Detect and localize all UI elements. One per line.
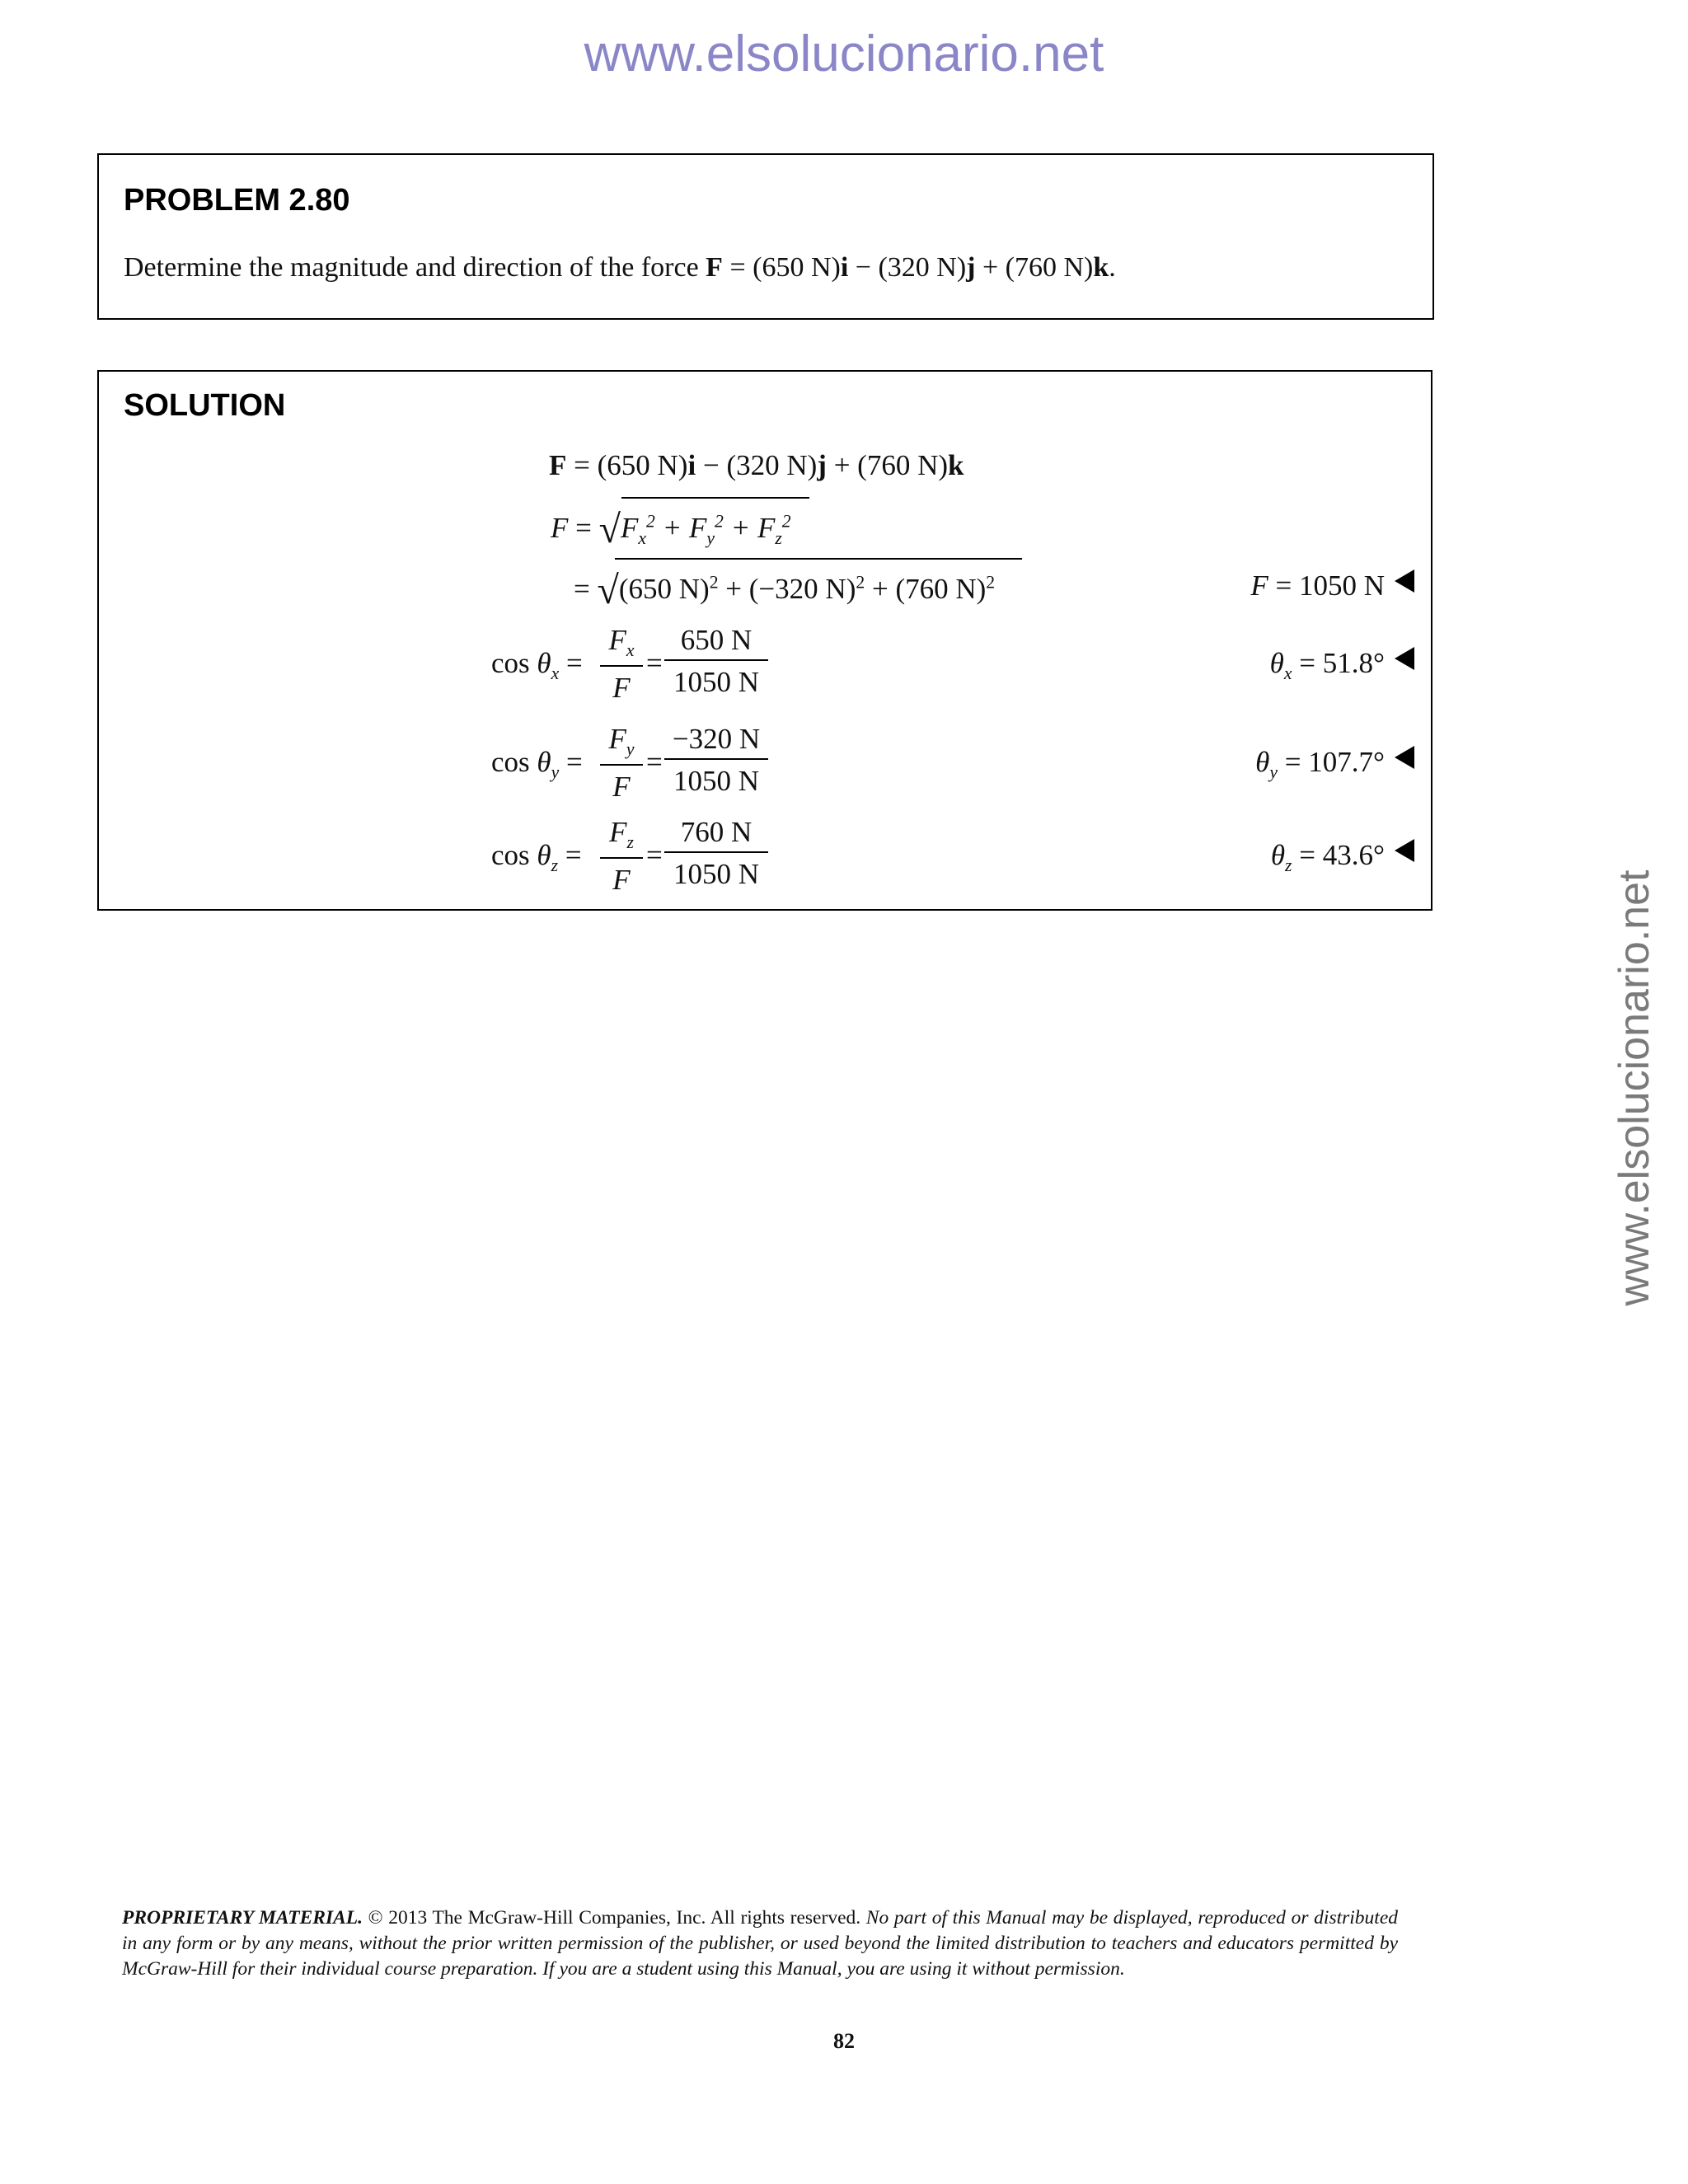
frac-values-z: $\frac{760 N}{1050 N}$ xyxy=(664,818,768,888)
frac-components-y: $\frac{F_y}{F}$ xyxy=(600,724,643,801)
problem-box xyxy=(97,153,1434,320)
cos-label-z: $\cos \theta_z$ = xyxy=(491,839,582,875)
cos-label-x: $\cos \theta_x$ = xyxy=(491,647,583,683)
problem-statement: Determine the magnitude and direction of the force F = (650 N)i − (320 N)j + (760 N)k. xyxy=(124,252,1116,283)
answer-marker-icon xyxy=(1395,647,1414,670)
magnitude-substitution: = √(650 N)$^2$ + (−320 N)$^2$ + (760 N)$^2$ xyxy=(574,569,996,612)
answer-theta-z: $\theta_z = 43.6^\circ$ xyxy=(1270,839,1385,875)
answer-marker-icon xyxy=(1395,746,1414,769)
copyright-notice: PROPRIETARY MATERIAL. © 2013 The McGraw-Hill Companies, Inc. All rights reserved. No part of this Manual may be displayed, reproduced or distributed in any form or by any means, without the prior written permission of the publisher, or used beyond the limited distribution to teachers and educators permitted by McGraw-Hill for their individual course preparation. If you are a student using this Manual, you are using it without permission. xyxy=(122,1907,1399,1980)
equals-x: = xyxy=(646,647,663,679)
magnitude-formula-radicand: $F_x^2 + F_y^2 + F_z^2$ xyxy=(620,511,791,548)
frac-components-x: $\frac{F_x}{F}$ xyxy=(600,626,643,702)
force-vector-equation: F = (650 N)i − (320 N)j + (760 N)k xyxy=(549,449,964,481)
sqrt-bar-2 xyxy=(615,558,1022,560)
page-number: 82 xyxy=(833,2029,855,2053)
frac-values-y: $\frac{-320 N}{1050 N}$ xyxy=(664,724,768,795)
problem-heading: PROBLEM 2.80 xyxy=(124,183,350,218)
magnitude-formula: $F = √F_x^2 + F_y^2 + F_z^2$ xyxy=(551,508,791,551)
answer-marker-icon xyxy=(1395,569,1414,593)
equals-z: = xyxy=(646,839,663,871)
equals-y: = xyxy=(646,746,663,778)
answer-magnitude: F = 1050 N xyxy=(1250,569,1385,602)
magnitude-substitution-radicand: (650 N)$^2$ + (−320 N)$^2$ + (760 N)$^2$ xyxy=(618,572,996,605)
answer-marker-icon xyxy=(1395,839,1414,862)
answer-theta-x: $\theta_x = 51.8^\circ$ xyxy=(1269,647,1385,683)
frac-values-x: $\frac{650 N}{1050 N}$ xyxy=(664,626,768,696)
solution-heading: SOLUTION xyxy=(124,388,286,423)
solution-box xyxy=(97,370,1432,911)
watermark-side: www.elsolucionario.net xyxy=(1611,869,1658,1306)
cos-label-y: $\cos \theta_y$ = xyxy=(491,746,583,782)
sqrt-bar-1 xyxy=(621,497,809,499)
answer-theta-y: $\theta_y = 107.7^\circ$ xyxy=(1255,746,1385,782)
frac-components-z: $\frac{F_z}{F}$ xyxy=(600,818,643,894)
watermark-top: www.elsolucionario.net xyxy=(584,26,1104,82)
